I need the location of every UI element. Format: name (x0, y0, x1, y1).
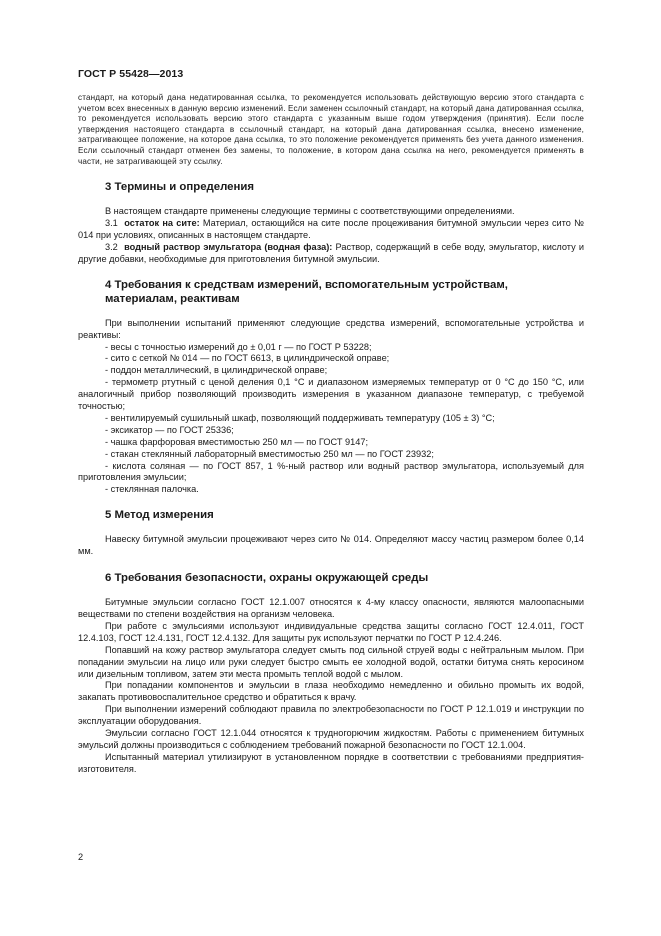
safety-paragraph: При выполнении измерений соблюдают правила по электробезопасности по ГОСТ Р 12.1.019 и инструкции по эксплуатации оборудования. (78, 704, 584, 727)
section-6-title: 6 Требования безопасности, охраны окружающей среды (105, 572, 429, 585)
safety-paragraph: Испытанный материал утилизируют в установленном порядке в соответствии с требованиями предприятия-изготовителя. (78, 751, 584, 774)
list-item-glass-rod: - стеклянная палочка. (105, 484, 199, 495)
safety-paragraph: При работе с эмульсиями используют индивидуальные средства защиты согласно ГОСТ 12.4.011, ГОСТ 12.4.103, ГОСТ 12.4.131, ГОСТ 12.4.132. Для защиты рук используют перчатки по ГОСТ Р 12.4.246. (78, 620, 584, 643)
term-3-1-number: 3.1 (105, 218, 118, 229)
page-number: 2 (78, 852, 84, 862)
document-code-header: ГОСТ Р 55428—2013 (78, 68, 184, 80)
section-4-title-line2: материалам, реактивам (105, 292, 240, 305)
term-3-2-term: водный раствор эмульгатора (водная фаза): (124, 241, 333, 252)
section-4-title-line1: 4 Требования к средствам измерений, вспомогательным устройствам, (105, 278, 508, 291)
term-3-1-term: остаток на сите: (124, 218, 200, 229)
section-3-title: 3 Термины и определения (105, 181, 255, 194)
safety-paragraph: Эмульсии согласно ГОСТ 12.1.044 относятся к трудногорючим жидкостям. Работы с применением битумных эмульсий должны производиться с соблюдением требований пожарной безопасности по ГОСТ 12.1.004. (78, 728, 584, 750)
section-4-title (78, 278, 584, 306)
list-item-thermometer: - термометр ртутный с ценой деления 0,1 °С и диапазоном измеряемых температур от 0 °С до 150 °С, или аналогичный прибор позволяющий производить измерения в указанном диапазоне температур, с требуемой точностью; (78, 377, 584, 412)
list-item-porcelain-cup: - чашка фарфоровая вместимостью 250 мл — по ГОСТ 9147; (105, 436, 369, 447)
term-3-1 (78, 218, 584, 242)
safety-paragraph: Битумные эмульсии согласно ГОСТ 12.1.007 относятся к 4-му классу опасности, являются малоопасными веществами по степени воздействия на организм человека. (78, 597, 584, 619)
list-item-drying-cabinet: - вентилируемый сушильный шкаф, позволяющий поддерживать температуру (105 ± 3) °С; (105, 412, 495, 423)
section-5-text: Навеску битумной эмульсии процеживают через сито № 014. Определяют массу частиц размером более 0,14 мм. (78, 534, 584, 557)
list-item-scales: - весы с точностью измерений до ± 0,01 г — по ГОСТ Р 53228; (105, 341, 372, 352)
term-3-1-definition: Материал, остающийся на сите после процеживания битумной эмульсии через сито № 014 при условиях, описанных в настоящем стандарте. (78, 218, 584, 240)
term-3-2-number: 3.2 (105, 241, 118, 252)
safety-paragraph: При попадании компонентов и эмульсии в глаза необходимо немедленно и обильно промыть их водой, закапать противовоспалительное средство и обратиться к врачу. (78, 680, 584, 703)
section-3-intro: В настоящем стандарте применены следующие термины с соответствующими определениями. (105, 206, 515, 217)
term-3-2-definition: Раствор, содержащий в себе воду, эмульгатор, кислоту и другие добавки, необходимые для приготовления битумной эмульсии. (78, 241, 584, 264)
list-item-hydrochloric-acid: - кислота соляная — по ГОСТ 857, 1 %-ный раствор или водный раствор эмульгатора, используемый для приготовления эмульсии; (78, 460, 584, 483)
list-item-sieve: - сито с сеткой № 014 — по ГОСТ 6613, в цилиндрической оправе; (105, 353, 390, 364)
section-4-intro: При выполнении испытаний применяют следующие средства измерений, вспомогательные устройства и реактивы: (78, 317, 584, 340)
safety-paragraph: Попавший на кожу раствор эмульгатора следует смыть под сильной струей воды с нейтральным мылом. При попадании эмульсии на лицо или руки следует быстро смыть ее холодной водой, остатки битума снять керосином или дизельным топливом, затем эти места промыть теплой водой с мылом. (78, 644, 584, 679)
intro-paragraph: стандарт, на который дана недатированная ссылка, то рекомендуется использовать действующую версию этого стандарта с учетом всех внесенных в данную версию изменений. Если заменен ссылочный стандарт, на который дана датированная ссылка, то рекомендуется использовать версию этого стандарта с указанным выше годом утверждения (принятия). Если после утверждения настоящего стандарта в ссылочный стандарт, на который дана датированная ссылка, внесено изменение, затрагивающее положение, на которое дана ссылка, то это положение рекомендуется применять без учета данного изменения. Если ссылочный стандарт отменен без замены, то положение, в котором дана ссылка на него, рекомендуется применять в части, не затрагивающей эту ссылку. (78, 93, 584, 166)
term-3-2 (78, 242, 584, 266)
list-item-tray: - поддон металлический, в цилиндрической оправе; (105, 365, 328, 376)
list-item-glass-beaker: - стакан стеклянный лабораторный вместимостью 250 мл — по ГОСТ 23932; (105, 448, 434, 459)
section-5-title: 5 Метод измерения (105, 509, 214, 522)
page-content (78, 93, 584, 776)
list-item-desiccator: - эксикатор — по ГОСТ 25336; (105, 424, 234, 435)
